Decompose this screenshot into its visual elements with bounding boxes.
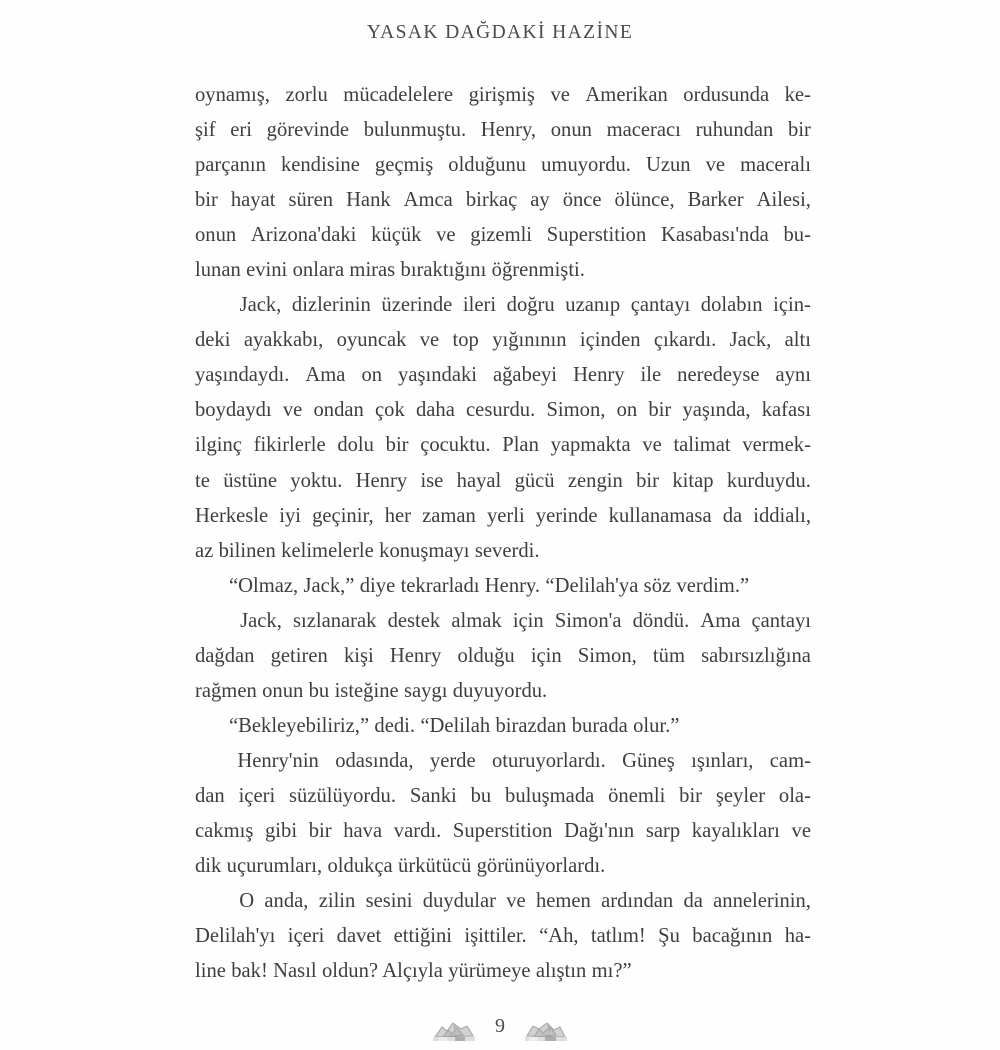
text-line [195, 464, 811, 499]
line-word: her [384, 504, 412, 527]
line-word: oynamış, [195, 84, 270, 106]
line-word: için [512, 609, 544, 632]
line-word: Simon, [546, 399, 606, 422]
line-word: hayal [456, 469, 502, 492]
line-word: Amca [403, 189, 453, 212]
line-word: şif [195, 119, 216, 142]
line-word: Jack, [729, 329, 772, 352]
line-word: bir [636, 469, 660, 492]
line-word: davet [336, 925, 382, 948]
line-word: görevinde [266, 119, 350, 142]
line-word: ile [640, 364, 662, 387]
line-word: da [683, 890, 703, 913]
line-word: dağdan [195, 644, 255, 667]
body-paragraph [195, 569, 811, 604]
paragraph-indent [195, 288, 229, 323]
line-word: birkaç [465, 189, 518, 212]
line-word: Simon'a [554, 609, 622, 632]
line-word: yaşında, [682, 399, 751, 422]
text-line [195, 919, 811, 954]
line-word: Simon, [577, 644, 637, 667]
line-word: yığınının [492, 329, 567, 352]
line-word: yapmakta [550, 434, 631, 457]
line-word: çantayı [630, 294, 691, 317]
line-word: top [452, 329, 479, 352]
text-line [195, 744, 811, 779]
line-word: tatlım! [590, 925, 646, 948]
line-word: boydaydı [195, 399, 272, 422]
line-word: Henry [355, 469, 408, 492]
line-word: ve [419, 329, 440, 352]
line-word: ve [436, 224, 456, 247]
line-word: ve [550, 84, 570, 106]
line-word: cesurdu. [466, 399, 536, 422]
line-word: Delilah'yı [195, 925, 276, 948]
line-word: Superstition [546, 224, 647, 247]
line-word: ola- [778, 784, 811, 807]
line-word: çok [375, 399, 405, 422]
line-word: duydular [422, 890, 496, 913]
line-word: annelerinin, [713, 890, 811, 913]
line-word: içeri [238, 784, 276, 807]
line-word: Henry'nin [237, 749, 319, 772]
body-text-column [195, 78, 811, 989]
line-word: Uzun [645, 154, 691, 177]
body-paragraph [195, 744, 811, 884]
line-word: zaman [422, 504, 476, 527]
body-paragraph [195, 709, 811, 744]
line-word: ayakkabı, [243, 329, 324, 352]
line-word: tüm [652, 644, 685, 667]
line-word: Henry, [480, 119, 537, 142]
line-word: Henry [389, 644, 442, 667]
body-paragraph [195, 78, 811, 288]
line-word: küçük [371, 224, 422, 247]
line-word: Hank [346, 189, 391, 212]
line-word: te [195, 469, 210, 492]
text-line [195, 674, 811, 709]
rocky-mound-ornament-right [523, 1017, 569, 1043]
line-word: olduğu [457, 644, 515, 667]
text-line [195, 779, 811, 814]
line-word: ise [420, 469, 444, 492]
line-word: aynı [775, 364, 811, 387]
line-word: ordusunda [683, 84, 770, 106]
running-header: YASAK DAĞDAKİ HAZİNE [366, 22, 634, 43]
line-word: onun [550, 119, 592, 142]
line-word: cam- [769, 749, 811, 772]
line-word: ruhundan [695, 119, 774, 142]
line-word: ke- [784, 84, 811, 106]
line-word: Sanki [409, 784, 457, 807]
line-word: yerinde [535, 504, 598, 527]
line-word: Henry [573, 364, 625, 387]
line-word: hemen [535, 890, 591, 913]
line-text: “Bekleyebiliriz,” dedi. “Delilah birazdan burada olur.” [229, 714, 680, 737]
line-word: oyuncak [336, 329, 407, 352]
line-word: ve [282, 399, 303, 422]
line-word: Şu [658, 925, 680, 948]
line-word: olduğunu [448, 154, 527, 177]
line-word: dolabın [700, 294, 763, 317]
paragraph-indent [195, 604, 229, 639]
line-text: dik uçurumları, oldukça ürkütücü görünüyorlardı. [195, 855, 606, 878]
line-word: ölünce, [614, 189, 675, 212]
rocky-mound-ornament-left [431, 1017, 477, 1043]
line-word: çocuktu. [420, 434, 491, 457]
line-word: ha- [784, 925, 811, 948]
line-word: bir [308, 819, 332, 842]
line-word: bulunmuştu. [363, 119, 467, 142]
line-word: dizlerinin [291, 294, 371, 317]
line-word: iddialı, [753, 504, 811, 527]
line-word: umuyordu. [541, 154, 631, 177]
line-word: şeyler [715, 784, 766, 807]
line-word: Jack, [239, 294, 282, 317]
line-word: bu [470, 784, 492, 807]
line-word: kullanamasa [608, 504, 712, 527]
paragraph-indent [195, 884, 229, 919]
line-word: Ama [700, 609, 741, 632]
text-line [195, 884, 811, 919]
body-paragraph [195, 604, 811, 709]
line-word: ve [791, 819, 811, 842]
line-word: Jack, [240, 609, 282, 632]
page-footer [0, 1000, 1000, 1048]
line-word: on [361, 364, 383, 387]
line-word: mücadelelere [343, 84, 454, 106]
text-line [195, 639, 811, 674]
line-word: vermek- [742, 434, 811, 457]
text-line [195, 288, 811, 323]
text-line [195, 534, 811, 569]
line-word: ay [530, 189, 550, 212]
line-word: bu- [783, 224, 811, 247]
line-text: lunan evini onlara miras bıraktığını öğrenmişti. [195, 259, 585, 282]
line-word: sarp [645, 819, 681, 842]
line-word: Ailesi, [756, 189, 811, 212]
line-word: ve [705, 154, 726, 177]
text-line [195, 183, 811, 218]
line-word: Plan [502, 434, 539, 457]
line-word: süzülüyordu. [289, 784, 396, 807]
line-word: altı [784, 329, 811, 352]
line-word: geçmiş [374, 154, 434, 177]
line-word: odasında, [335, 749, 414, 772]
line-word: Arizona'daki [250, 224, 357, 247]
line-word: çantayı [751, 609, 811, 632]
text-line [195, 499, 811, 534]
line-word: Amerikan [585, 84, 668, 106]
line-word: anda, [264, 890, 309, 913]
line-word: Dağı'nın [564, 819, 635, 842]
line-word: ileri [462, 294, 497, 317]
line-word: Herkesle [195, 504, 269, 527]
line-word: “Ah, [539, 925, 579, 948]
line-word: üstüne [223, 469, 277, 492]
line-word: zorlu [285, 84, 328, 106]
line-text: “Olmaz, Jack,” diye tekrarladı Henry. “Delilah'ya söz verdim.” [229, 574, 750, 597]
body-paragraph [195, 288, 811, 568]
line-word: dan [195, 784, 225, 807]
line-word: doğru [506, 294, 555, 317]
paragraph-indent [195, 709, 229, 744]
line-word: içinden [579, 329, 641, 352]
line-word: onun [195, 224, 237, 247]
line-word: getiren [270, 644, 328, 667]
line-word: zilin [318, 890, 356, 913]
line-word: on [616, 399, 638, 422]
line-word: yerde [429, 749, 476, 772]
line-word: döndü. [632, 609, 690, 632]
line-word: da [722, 504, 743, 527]
line-word: maceracı [606, 119, 681, 142]
line-word: dolu [337, 434, 374, 457]
line-word: kafası [761, 399, 811, 422]
text-line [195, 113, 811, 148]
line-word: ondan [313, 399, 364, 422]
line-word: bacağının [692, 925, 773, 948]
line-word: yerli [486, 504, 525, 527]
line-word: oturuyorlardı. [491, 749, 606, 772]
line-word: geçinir, [312, 504, 374, 527]
text-line [195, 253, 811, 288]
line-word: maceralı [740, 154, 811, 177]
text-line [195, 954, 811, 989]
text-line [195, 428, 811, 463]
line-text: line bak! Nasıl oldun? Alçıyla yürümeye alıştın mı?” [195, 960, 632, 983]
line-word: daha [415, 399, 455, 422]
line-word: ve [506, 890, 526, 913]
line-word: vardı. [393, 819, 442, 842]
line-word: kayalıkları [691, 819, 780, 842]
line-word: içeri [287, 925, 325, 948]
text-line [195, 814, 811, 849]
line-word: yaşındaydı. [195, 364, 290, 387]
line-word: parçanın [195, 154, 266, 177]
line-word: sızlanarak [293, 609, 377, 632]
line-word: ilginç [195, 434, 242, 457]
body-paragraph [195, 884, 811, 989]
line-word: ve [642, 434, 662, 457]
line-word: ardından [601, 890, 674, 913]
line-word: için- [773, 294, 811, 317]
text-line [195, 393, 811, 428]
page-number: 9 [495, 1015, 505, 1037]
text-line [195, 849, 811, 884]
line-word: Ama [305, 364, 346, 387]
line-word: iyi [279, 504, 302, 527]
line-word: sabırsızlığına [701, 644, 811, 667]
text-line [195, 604, 811, 639]
line-word: O [239, 890, 255, 913]
line-word: yaşındaki [398, 364, 477, 387]
line-word: gücü [514, 469, 555, 492]
line-word: bir [385, 434, 409, 457]
line-word: Superstition [452, 819, 553, 842]
line-word: hava [343, 819, 383, 842]
line-word: yoktu. [290, 469, 343, 492]
line-word: kendisine [280, 154, 360, 177]
line-word: için [530, 644, 562, 667]
line-text: rağmen onun bu isteğine saygı duyuyordu. [195, 679, 548, 702]
line-word: zengin [567, 469, 623, 492]
line-word: buluşmada [505, 784, 595, 807]
text-line [195, 709, 811, 744]
line-word: önemli [608, 784, 666, 807]
line-word: bir [195, 189, 218, 212]
text-line [195, 218, 811, 253]
text-line [195, 148, 811, 183]
line-word: ettiğini [393, 925, 452, 948]
line-word: bir [788, 119, 811, 142]
line-word: kişi [343, 644, 374, 667]
line-word: hayat [230, 189, 276, 212]
line-word: işittiler. [464, 925, 527, 948]
line-word: bir [679, 784, 703, 807]
line-word: kitap [672, 469, 714, 492]
paragraph-indent [195, 744, 221, 779]
line-word: süren [288, 189, 334, 212]
line-word: gibi [265, 819, 298, 842]
line-word: almak [451, 609, 502, 632]
line-text: az bilinen kelimelerle konuşmayı severdi. [195, 539, 540, 562]
line-word: kurduydu. [726, 469, 811, 492]
line-word: Güneş [622, 749, 675, 772]
text-line [195, 358, 811, 393]
line-word: bir [648, 399, 672, 422]
line-word: gizemli [470, 224, 533, 247]
line-word: deki [195, 329, 231, 352]
line-word: ağabeyi [493, 364, 558, 387]
line-word: Kasabası'nda [660, 224, 769, 247]
text-line [195, 78, 811, 113]
line-word: sesini [365, 890, 413, 913]
line-word: ışınları, [691, 749, 754, 772]
line-word: üzerinde [381, 294, 453, 317]
line-word: çıkardı. [653, 329, 717, 352]
text-line [195, 323, 811, 358]
line-word: eri [230, 119, 252, 142]
line-word: fikirlerle [253, 434, 326, 457]
line-word: talimat [673, 434, 731, 457]
line-word: Barker [687, 189, 744, 212]
line-word: girişmiş [468, 84, 535, 106]
line-word: uzanıp [565, 294, 621, 317]
line-word: neredeyse [677, 364, 760, 387]
line-word: destek [387, 609, 441, 632]
line-word: cakmış [195, 819, 254, 842]
line-word: önce [562, 189, 602, 212]
text-line [195, 569, 811, 604]
paragraph-indent [195, 569, 229, 604]
